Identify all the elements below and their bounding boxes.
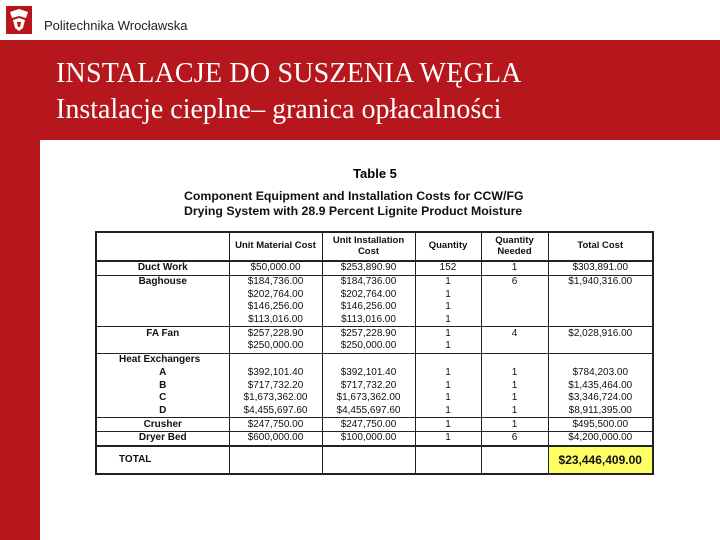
table-caption-line-1: Component Equipment and Installation Costs for CCW/FG [184,189,524,203]
table-cell: 1 [415,327,481,340]
table-label: Table 5 [353,166,397,181]
table-cell: $717,732.20 [322,379,415,392]
column-header: Total Cost [548,232,653,261]
table-cell: $253,890.90 [322,261,415,275]
table-cell: $717,732.20 [229,379,322,392]
table-cell: $113,016.00 [322,314,415,327]
column-header: Quantity [415,232,481,261]
table-caption [184,189,584,219]
university-logo-icon [6,6,32,34]
table-cell: 1 [415,392,481,405]
table-cell: $202,764.00 [229,288,322,301]
table-cell: 1 [481,418,548,432]
table-row [96,367,653,380]
top-bar [0,0,720,40]
table-cell: 1 [415,340,481,353]
table-cell: $495,500.00 [548,418,653,432]
table-cell: $113,016.00 [229,314,322,327]
row-label [96,340,229,353]
table-cell [548,340,653,353]
table-cell: 1 [415,275,481,288]
table-cell [229,353,322,366]
table-row [96,340,653,353]
table-row [96,301,653,314]
table-cell: $2,028,916.00 [548,327,653,340]
table-cell [322,353,415,366]
table-cell: $257,228.90 [229,327,322,340]
table-cell: $250,000.00 [229,340,322,353]
column-header [96,232,229,261]
row-label: D [96,405,229,418]
table-row [96,418,653,432]
row-label [96,314,229,327]
table-cell: $247,750.00 [229,418,322,432]
table-cell: 1 [415,314,481,327]
table-caption-line-2: Drying System with 28.9 Percent Lignite Product Moisture [184,204,523,218]
row-label: Dryer Bed [96,431,229,445]
table-cell: 1 [481,405,548,418]
slide-subtitle: Instalacje cieplne– granica opłacalności [56,94,502,125]
table-row [96,392,653,405]
slide-title: INSTALACJE DO SUSZENIA WĘGLA [56,58,522,89]
table-cell: 1 [481,367,548,380]
total-value: $23,446,409.00 [548,446,653,474]
column-header: Unit Material Cost [229,232,322,261]
row-label: C [96,392,229,405]
table-cell: 6 [481,431,548,445]
table-cell: $146,256.00 [229,301,322,314]
table-row [96,431,653,445]
table-cell [229,446,322,474]
table-cell [415,446,481,474]
table-cell: 1 [481,379,548,392]
table-cell: $392,101.40 [322,367,415,380]
table-cell: $392,101.40 [229,367,322,380]
table-cell [481,314,548,327]
table-cell: $4,455,697.60 [229,405,322,418]
table-cell: $184,736.00 [322,275,415,288]
table-cell [481,353,548,366]
table-cell: $50,000.00 [229,261,322,275]
total-label: TOTAL [96,446,229,474]
total-row [96,446,653,474]
table-row [96,379,653,392]
table-row [96,261,653,275]
table-cell: 1 [415,405,481,418]
left-accent-bar [0,40,40,540]
table-body [96,261,653,446]
table-cell [548,301,653,314]
row-label [96,288,229,301]
row-label [96,301,229,314]
table-cell: 1 [415,431,481,445]
table-cell [415,353,481,366]
table-cell [322,446,415,474]
table-cell [548,314,653,327]
table-cell: 1 [415,301,481,314]
table-cell: $184,736.00 [229,275,322,288]
table-cell [481,446,548,474]
row-label: B [96,379,229,392]
row-label: FA Fan [96,327,229,340]
table-cell: 6 [481,275,548,288]
row-label: A [96,367,229,380]
table-cell: $146,256.00 [322,301,415,314]
table-cell: $1,673,362.00 [322,392,415,405]
table-cell: 1 [481,392,548,405]
table-cell: $8,911,395.00 [548,405,653,418]
table-cell: 1 [415,288,481,301]
institution-name: Politechnika Wrocławska [44,18,188,33]
table-cell: 1 [415,379,481,392]
table-row [96,288,653,301]
table-cell: $1,435,464.00 [548,379,653,392]
row-label: Crusher [96,418,229,432]
table-cell: $3,346,724.00 [548,392,653,405]
table-cell: $202,764.00 [322,288,415,301]
table-row [96,275,653,288]
cost-table [95,231,654,475]
table-cell [481,340,548,353]
table-cell: $600,000.00 [229,431,322,445]
table-cell: $100,000.00 [322,431,415,445]
table-cell: $4,200,000.00 [548,431,653,445]
table-cell: $1,940,316.00 [548,275,653,288]
table-row [96,353,653,366]
table-cell: 1 [415,418,481,432]
table-cell: $250,000.00 [322,340,415,353]
table-cell [548,288,653,301]
column-header: Quantity Needed [481,232,548,261]
table-cell: $4,455,697.60 [322,405,415,418]
table-cell: 1 [415,367,481,380]
table-cell [548,353,653,366]
table-header-row [96,232,653,261]
table-cell: $257,228.90 [322,327,415,340]
table-row [96,327,653,340]
table-cell [481,288,548,301]
table-cell: $1,673,362.00 [229,392,322,405]
table-row [96,314,653,327]
row-label: Baghouse [96,275,229,288]
table-cell: $784,203.00 [548,367,653,380]
table-cell: 1 [481,261,548,275]
table-cell: 152 [415,261,481,275]
column-header: Unit Installation Cost [322,232,415,261]
table-cell: $247,750.00 [322,418,415,432]
table-row [96,405,653,418]
row-label: Duct Work [96,261,229,275]
table-cell: 4 [481,327,548,340]
table-cell: $303,891.00 [548,261,653,275]
row-label: Heat Exchangers [96,353,229,366]
table-cell [481,301,548,314]
